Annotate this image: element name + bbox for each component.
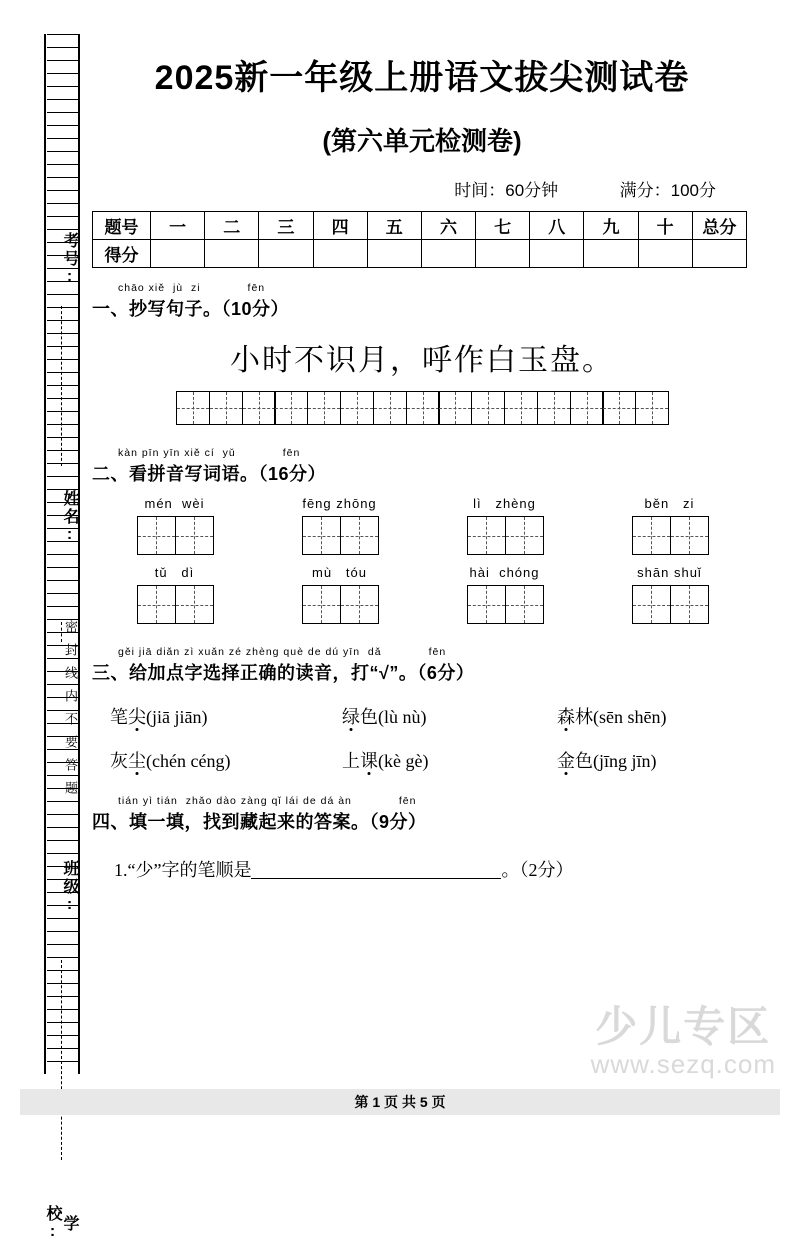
score-table-value-cell[interactable]	[313, 240, 367, 268]
sentence-writing-grid[interactable]	[92, 391, 752, 425]
score-table-header-cell: 九	[584, 212, 638, 240]
score-table	[92, 211, 747, 268]
tianzige-cell[interactable]	[340, 585, 379, 624]
choose-pinyin-item[interactable]	[342, 703, 557, 729]
score-table-value-cell[interactable]	[476, 240, 530, 268]
choose-pinyin-item[interactable]	[557, 747, 752, 773]
pinyin-word-cell	[587, 496, 752, 555]
score-table-value-cell[interactable]	[692, 240, 746, 268]
pinyin-label: mù tóu	[312, 565, 367, 580]
section-four-pinyin: tián yì tián zhǎo dào zàng qǐ lái de dá àn fēn	[118, 795, 417, 807]
pinyin-options[interactable]: (sēn shēn)	[593, 707, 667, 727]
pinyin-options[interactable]: (jīng jīn)	[593, 751, 657, 771]
table-row	[93, 212, 747, 240]
score-table-header-cell: 八	[530, 212, 584, 240]
page-footer	[0, 1089, 800, 1115]
word-writing-grid[interactable]	[587, 585, 752, 624]
tianzige-cell[interactable]	[635, 391, 669, 425]
pinyin-word-cell	[587, 565, 752, 624]
tianzige-cell[interactable]	[302, 585, 341, 624]
pinyin-label: tǔ dì	[154, 565, 195, 580]
section-four-title: 四、填一填，找到藏起来的答案。（9分）	[92, 812, 427, 832]
pinyin-label: běn zi	[644, 496, 695, 511]
word-character: 笔	[110, 707, 128, 727]
seal-label-xingming: 姓名:	[61, 490, 78, 545]
table-row	[93, 240, 747, 268]
tianzige-cell[interactable]	[602, 391, 636, 425]
dotted-character: 尘	[128, 751, 146, 771]
tianzige-cell[interactable]	[438, 391, 472, 425]
pinyin-label: shān shuǐ	[637, 565, 702, 580]
tianzige-cell[interactable]	[176, 391, 210, 425]
word-character: 上	[342, 751, 360, 771]
pinyin-options[interactable]: (lù nù)	[378, 707, 427, 727]
section-three-pinyin: gěi jiā diǎn zì xuǎn zé zhèng què de dú yīn dǎ fēn	[118, 646, 447, 658]
copy-sentence: 小时不识月，呼作白玉盘。	[230, 344, 614, 377]
tianzige-cell[interactable]	[340, 391, 374, 425]
seal-label-mid: 密封线内不要答题	[63, 620, 78, 804]
tianzige-cell[interactable]	[406, 391, 440, 425]
pinyin-word-cell	[92, 565, 257, 624]
score-table-value-cell[interactable]: 得分	[93, 240, 151, 268]
word-writing-grid[interactable]	[422, 585, 587, 624]
seal-dashed-1	[61, 306, 62, 466]
watermark-url: www.sezq.com	[590, 1049, 776, 1079]
score-table-header-cell: 总分	[692, 212, 746, 240]
score-table-value-cell[interactable]	[638, 240, 692, 268]
tianzige-cell[interactable]	[137, 516, 176, 555]
tianzige-cell[interactable]	[137, 585, 176, 624]
score-table-header-cell: 一	[151, 212, 205, 240]
tianzige-cell[interactable]	[670, 516, 709, 555]
tianzige-cell[interactable]	[274, 391, 308, 425]
tianzige-cell[interactable]	[471, 391, 505, 425]
tianzige-cell[interactable]	[505, 516, 544, 555]
dotted-character: 森	[557, 707, 575, 727]
word-character: 灰	[110, 751, 128, 771]
choose-pinyin-item[interactable]	[92, 703, 342, 729]
exam-score-label: 满分：100分	[619, 181, 716, 200]
tianzige-cell[interactable]	[175, 585, 214, 624]
pinyin-word-cell	[422, 565, 587, 624]
pinyin-word-cell	[257, 496, 422, 555]
tianzige-cell[interactable]	[467, 585, 506, 624]
fill-item-1-suffix: 。（2分）	[501, 860, 574, 880]
seal-dashed-2	[61, 622, 62, 642]
section-three	[92, 646, 752, 773]
choose-pinyin-item[interactable]	[92, 747, 342, 773]
score-table-value-cell[interactable]	[530, 240, 584, 268]
tianzige-cell[interactable]	[504, 391, 538, 425]
tianzige-cell[interactable]	[632, 516, 671, 555]
seal-label-banji: 班级:	[61, 860, 78, 915]
pinyin-options[interactable]: (kè gè)	[378, 751, 429, 771]
word-writing-grid[interactable]	[587, 516, 752, 555]
tianzige-cell[interactable]	[570, 391, 604, 425]
seal-label-kaohao: 考号:	[61, 232, 78, 287]
tianzige-cell[interactable]	[373, 391, 407, 425]
score-table-header-cell: 四	[313, 212, 367, 240]
choose-pinyin-row-2	[92, 747, 752, 773]
word-character: 林	[575, 707, 593, 727]
word-writing-grid[interactable]	[422, 516, 587, 555]
paper-content	[92, 0, 752, 882]
score-table-header-cell: 七	[476, 212, 530, 240]
seal-label-xuexiao: 学校:	[44, 1205, 78, 1242]
pinyin-label: hài chóng	[469, 565, 540, 580]
choose-pinyin-item[interactable]	[342, 747, 557, 773]
seal-dashed-3	[61, 960, 62, 1160]
pinyin-word-row-1	[92, 496, 752, 555]
tianzige-cell[interactable]	[175, 516, 214, 555]
word-writing-grid[interactable]	[257, 585, 422, 624]
word-writing-grid[interactable]	[92, 585, 257, 624]
tianzige-cell[interactable]	[670, 585, 709, 624]
score-table-header-cell: 十	[638, 212, 692, 240]
section-four	[92, 795, 752, 882]
score-table-header-cell: 二	[205, 212, 259, 240]
seal-tick-marks	[46, 34, 82, 1074]
tianzige-cell[interactable]	[537, 391, 571, 425]
tianzige-cell[interactable]	[209, 391, 243, 425]
score-table-value-cell[interactable]	[151, 240, 205, 268]
section-two-title: 二、看拼音写词语。（16分）	[92, 464, 327, 484]
section-two-pinyin: kàn pīn yīn xiě cí yǔ fēn	[118, 447, 301, 459]
word-writing-grid[interactable]	[257, 516, 422, 555]
pinyin-word-cell	[92, 496, 257, 555]
dotted-character: 绿	[342, 707, 360, 727]
pinyin-label: mén wèi	[144, 496, 205, 511]
tianzige-cell[interactable]	[505, 585, 544, 624]
tianzige-cell[interactable]	[307, 391, 341, 425]
score-table-value-cell[interactable]	[584, 240, 638, 268]
score-table-header-cell: 题号	[93, 212, 151, 240]
tianzige-cell[interactable]	[302, 516, 341, 555]
exam-meta	[92, 176, 752, 201]
tianzige-cell[interactable]	[467, 516, 506, 555]
dotted-character: 金	[557, 751, 575, 771]
section-one-title: 一、抄写句子。（10分）	[92, 299, 290, 319]
word-writing-grid[interactable]	[92, 516, 257, 555]
pinyin-options[interactable]: (chén céng)	[146, 751, 231, 771]
watermark-brand: 少儿专区	[595, 1003, 772, 1050]
tianzige-cell[interactable]	[340, 516, 379, 555]
pinyin-label: fēng zhōng	[302, 496, 377, 511]
dotted-character: 尖	[128, 707, 146, 727]
pinyin-word-cell	[422, 496, 587, 555]
fill-item-1	[92, 856, 752, 882]
word-character: 色	[575, 751, 593, 771]
exam-time-label: 时间：60分钟	[454, 181, 559, 200]
pinyin-word-row-2	[92, 565, 752, 624]
tianzige-cell[interactable]	[632, 585, 671, 624]
dotted-character: 课	[360, 751, 378, 771]
word-character: 色	[360, 707, 378, 727]
score-table-header-cell: 三	[259, 212, 313, 240]
score-table-value-cell[interactable]	[421, 240, 475, 268]
seal-line-strip	[44, 34, 80, 1074]
score-table-header-cell: 六	[421, 212, 475, 240]
pinyin-options[interactable]: (jiā jiān)	[146, 707, 208, 727]
page-number: 第 1 页 共 5 页	[20, 1089, 780, 1115]
section-two	[92, 447, 752, 624]
tianzige-cell[interactable]	[242, 391, 276, 425]
fill-item-1-blank[interactable]	[251, 861, 501, 879]
pinyin-word-cell	[257, 565, 422, 624]
pinyin-label: lì zhèng	[473, 496, 536, 511]
section-one-pinyin: chāo xiě jù zi fēn	[118, 282, 266, 294]
choose-pinyin-row-1	[92, 703, 752, 729]
page-title: 2025新一年级上册语文拔尖测试卷	[154, 59, 690, 97]
page-subtitle: (第六单元检测卷)	[322, 126, 522, 156]
score-table-value-cell[interactable]	[259, 240, 313, 268]
choose-pinyin-item[interactable]	[557, 703, 752, 729]
section-three-title: 三、给加点字选择正确的读音，打“√”。（6分）	[92, 663, 475, 683]
section-one	[92, 282, 752, 425]
score-table-value-cell[interactable]	[205, 240, 259, 268]
fill-item-1-prefix: 1.“少”字的笔顺是	[114, 860, 252, 880]
score-table-value-cell[interactable]	[367, 240, 421, 268]
watermark	[591, 1005, 776, 1079]
score-table-header-cell: 五	[367, 212, 421, 240]
